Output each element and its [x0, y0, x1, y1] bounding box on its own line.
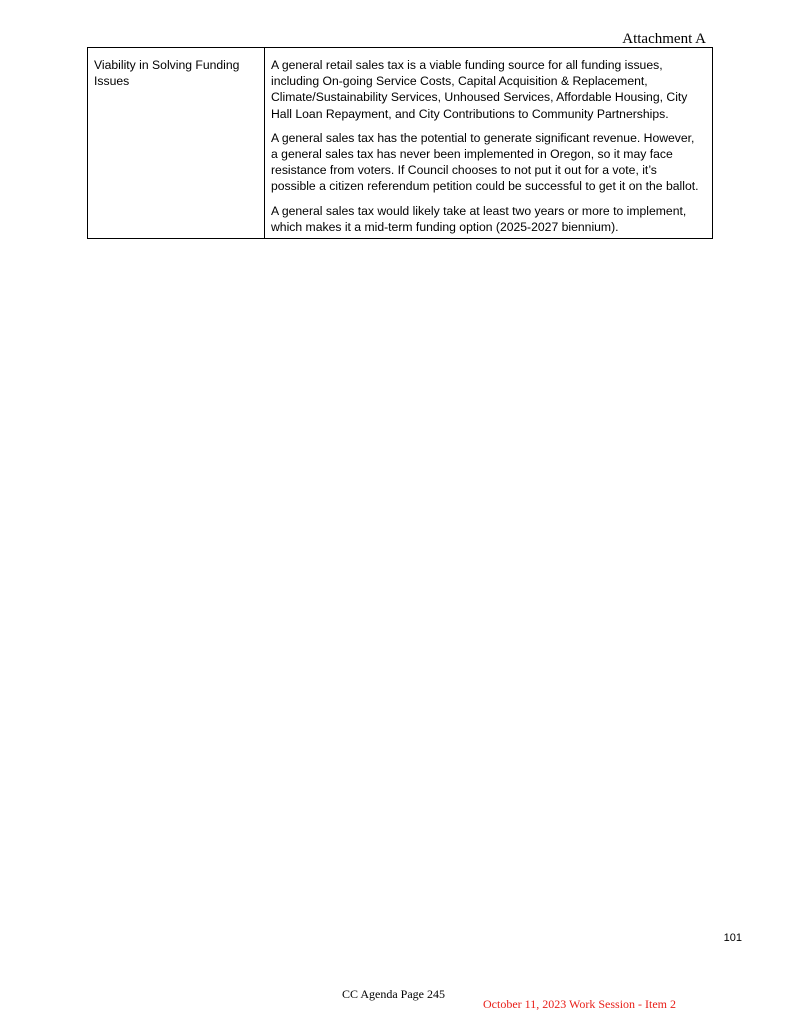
work-session-label: October 11, 2023 Work Session - Item 2: [483, 997, 677, 1011]
content-paragraph-3: A general sales tax would likely take at least two years or more to implement, which makes it a mid-term funding option (2025-2027 biennium).: [271, 203, 687, 234]
content-paragraph-1: A general retail sales tax is a viable funding source for all funding issues, including On-going Service Costs, Capital Acquisition & Replacement, Climate/Sustainability Services, Unhoused Services, Affordable Housing, City Hall Loan Repayment, and City Contributions to Community Partnerships.: [271, 58, 688, 121]
row-label-cell: Viability in Solving Funding Issues: [88, 48, 265, 239]
row-content-cell: [265, 48, 713, 239]
table-row: [88, 48, 713, 239]
content-paragraph-2: A general sales tax has the potential to generate significant revenue. However, a general sales tax has never been implemented in Oregon, so it may face resistance from voters. If Council chooses to not put it out for a vote, it’s possible a citizen referendum petition could be successful to get it on the ballot.: [271, 130, 699, 194]
agenda-page-label: CC Agenda Page 245: [342, 987, 445, 1001]
attachment-label: Attachment A: [622, 31, 706, 47]
page-number: 101: [723, 932, 742, 944]
funding-table: [87, 47, 713, 239]
